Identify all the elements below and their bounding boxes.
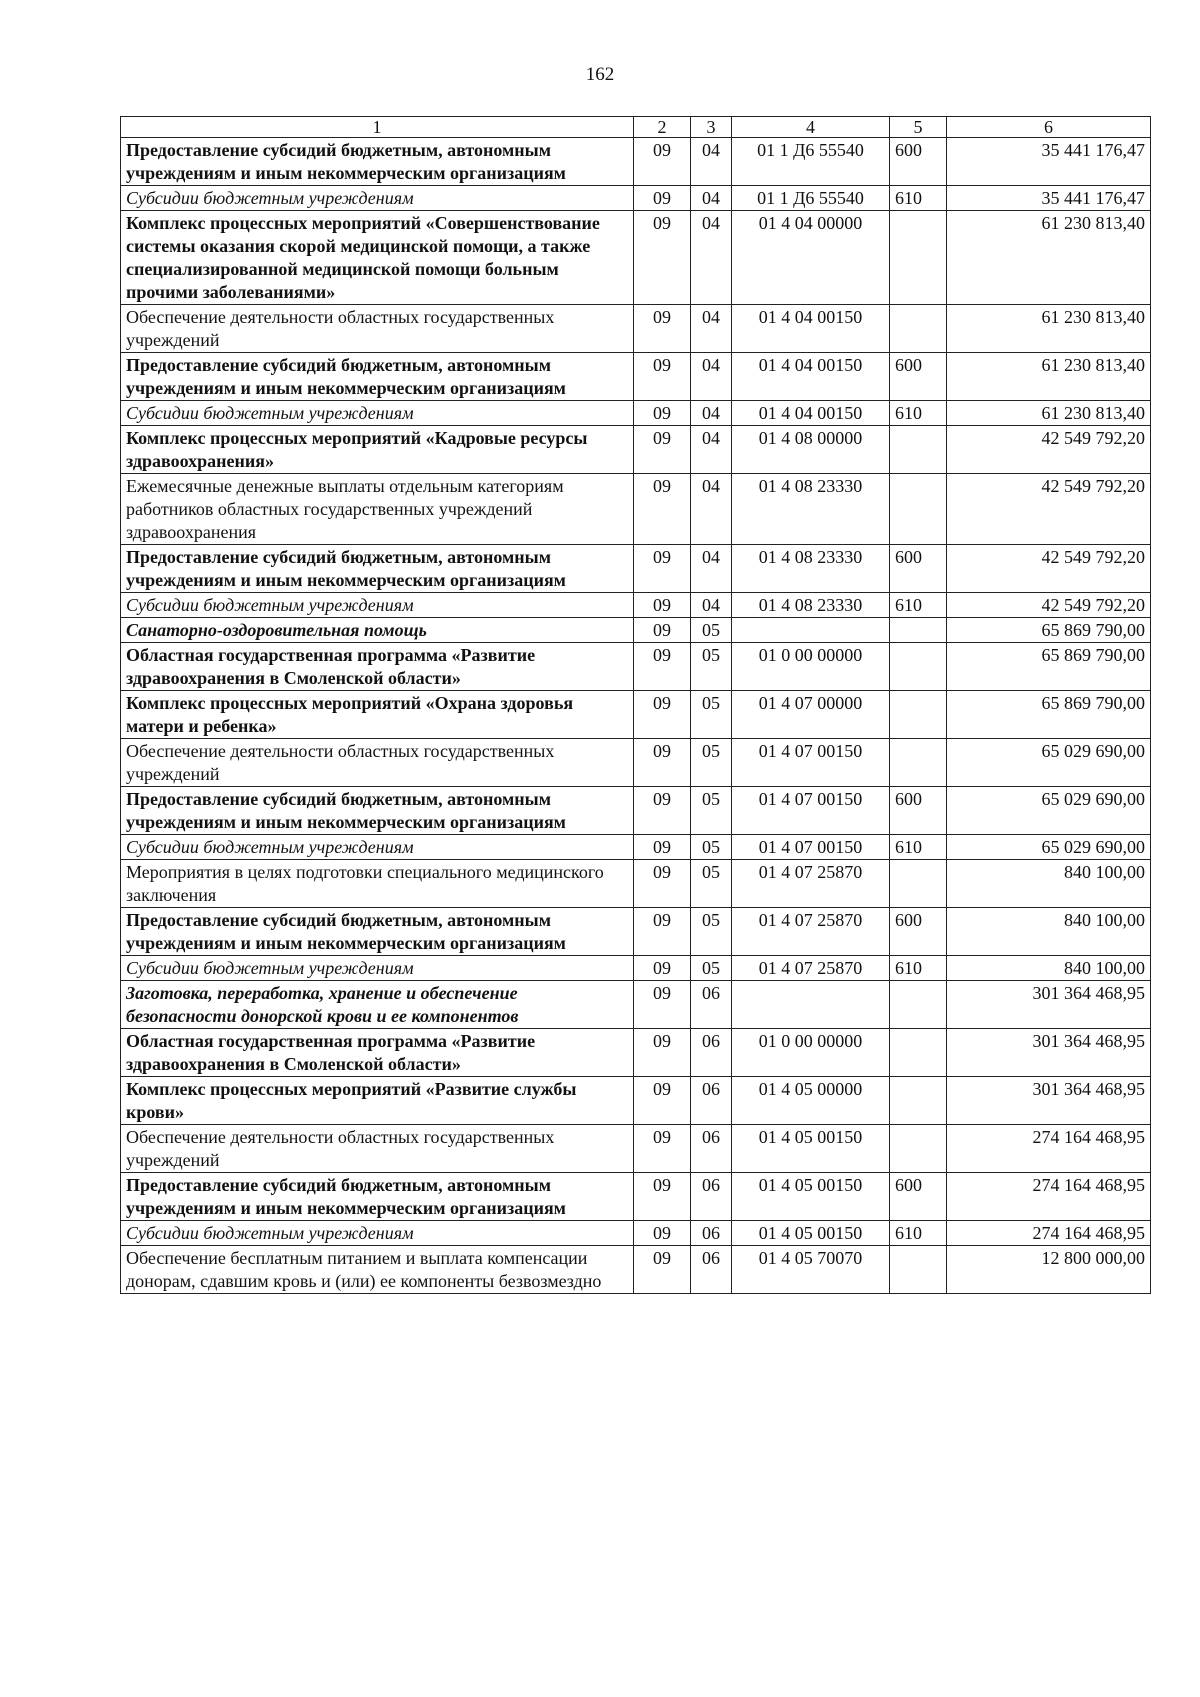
row-amount: 301 364 468,95	[947, 981, 1151, 1029]
row-name: Обеспечение деятельности областных государственных учреждений	[121, 1125, 634, 1173]
table-row	[121, 787, 1151, 835]
row-section-code: 09	[634, 860, 691, 908]
row-expense-type	[890, 739, 947, 787]
row-subsection-code: 06	[691, 1173, 732, 1221]
row-amount: 301 364 468,95	[947, 1077, 1151, 1125]
row-name: Субсидии бюджетным учреждениям	[121, 956, 634, 981]
table-row	[121, 186, 1151, 211]
row-name: Предоставление субсидий бюджетным, автономным учреждениям и иным некоммерческим организациям	[121, 1173, 634, 1221]
row-expense-type	[890, 1077, 947, 1125]
row-subsection-code: 06	[691, 1246, 732, 1294]
table-row	[121, 691, 1151, 739]
row-section-code: 09	[634, 1029, 691, 1077]
row-expense-type: 610	[890, 593, 947, 618]
header-cell-4: 4	[732, 117, 890, 138]
row-section-code: 09	[634, 211, 691, 305]
table-row	[121, 545, 1151, 593]
row-target-article: 01 4 08 23330	[732, 593, 890, 618]
row-target-article: 01 4 07 00000	[732, 691, 890, 739]
row-subsection-code: 06	[691, 1221, 732, 1246]
row-amount: 65 029 690,00	[947, 787, 1151, 835]
row-subsection-code: 06	[691, 1029, 732, 1077]
row-section-code: 09	[634, 643, 691, 691]
row-target-article: 01 4 07 25870	[732, 956, 890, 981]
row-amount: 35 441 176,47	[947, 138, 1151, 186]
table-row	[121, 401, 1151, 426]
row-expense-type: 610	[890, 186, 947, 211]
row-section-code: 09	[634, 1221, 691, 1246]
table-row	[121, 593, 1151, 618]
row-target-article: 01 4 08 00000	[732, 426, 890, 474]
row-name: Комплекс процессных мероприятий «Охрана здоровья матери и ребенка»	[121, 691, 634, 739]
row-amount: 274 164 468,95	[947, 1221, 1151, 1246]
row-subsection-code: 05	[691, 908, 732, 956]
row-target-article: 01 4 07 00150	[732, 739, 890, 787]
row-target-article: 01 0 00 00000	[732, 1029, 890, 1077]
row-subsection-code: 04	[691, 138, 732, 186]
row-expense-type: 600	[890, 138, 947, 186]
row-amount: 65 869 790,00	[947, 691, 1151, 739]
row-name: Предоставление субсидий бюджетным, автономным учреждениям и иным некоммерческим организациям	[121, 787, 634, 835]
row-amount: 65 869 790,00	[947, 618, 1151, 643]
table-row	[121, 956, 1151, 981]
row-target-article: 01 4 08 23330	[732, 474, 890, 545]
row-target-article: 01 4 07 25870	[732, 908, 890, 956]
row-expense-type: 600	[890, 908, 947, 956]
row-name: Мероприятия в целях подготовки специального медицинского заключения	[121, 860, 634, 908]
row-amount: 35 441 176,47	[947, 186, 1151, 211]
row-expense-type: 610	[890, 956, 947, 981]
row-section-code: 09	[634, 835, 691, 860]
table-row	[121, 1029, 1151, 1077]
table-row	[121, 1246, 1151, 1294]
row-expense-type	[890, 1246, 947, 1294]
row-subsection-code: 05	[691, 618, 732, 643]
table-row	[121, 860, 1151, 908]
row-expense-type	[890, 474, 947, 545]
row-expense-type: 610	[890, 401, 947, 426]
header-cell-3: 3	[691, 117, 732, 138]
row-expense-type	[890, 643, 947, 691]
row-subsection-code: 04	[691, 474, 732, 545]
row-name: Областная государственная программа «Развитие здравоохранения в Смоленской области»	[121, 1029, 634, 1077]
row-section-code: 09	[634, 186, 691, 211]
row-section-code: 09	[634, 1173, 691, 1221]
row-subsection-code: 06	[691, 981, 732, 1029]
header-row	[121, 117, 1151, 138]
row-name: Санаторно-оздоровительная помощь	[121, 618, 634, 643]
table-row	[121, 1077, 1151, 1125]
table-row	[121, 353, 1151, 401]
header-cell-1: 1	[121, 117, 634, 138]
row-section-code: 09	[634, 545, 691, 593]
row-target-article: 01 4 04 00150	[732, 353, 890, 401]
table-row	[121, 835, 1151, 860]
row-section-code: 09	[634, 618, 691, 643]
table-row	[121, 1221, 1151, 1246]
table-row	[121, 1125, 1151, 1173]
row-section-code: 09	[634, 787, 691, 835]
row-section-code: 09	[634, 1125, 691, 1173]
row-amount: 42 549 792,20	[947, 593, 1151, 618]
row-section-code: 09	[634, 691, 691, 739]
row-section-code: 09	[634, 474, 691, 545]
row-target-article: 01 4 04 00000	[732, 211, 890, 305]
row-expense-type	[890, 1125, 947, 1173]
row-amount: 65 869 790,00	[947, 643, 1151, 691]
row-amount: 274 164 468,95	[947, 1173, 1151, 1221]
row-name: Субсидии бюджетным учреждениям	[121, 835, 634, 860]
row-subsection-code: 05	[691, 860, 732, 908]
row-subsection-code: 05	[691, 643, 732, 691]
row-subsection-code: 04	[691, 305, 732, 353]
row-amount: 65 029 690,00	[947, 835, 1151, 860]
row-amount: 42 549 792,20	[947, 426, 1151, 474]
row-expense-type: 600	[890, 1173, 947, 1221]
row-expense-type: 600	[890, 353, 947, 401]
table-row	[121, 305, 1151, 353]
row-target-article: 01 4 05 00150	[732, 1221, 890, 1246]
row-name: Предоставление субсидий бюджетным, автономным учреждениям и иным некоммерческим организациям	[121, 138, 634, 186]
row-subsection-code: 04	[691, 426, 732, 474]
row-expense-type: 610	[890, 835, 947, 860]
row-expense-type	[890, 1029, 947, 1077]
table-row	[121, 981, 1151, 1029]
row-target-article: 01 0 00 00000	[732, 643, 890, 691]
row-target-article: 01 4 04 00150	[732, 305, 890, 353]
row-name: Субсидии бюджетным учреждениям	[121, 186, 634, 211]
row-section-code: 09	[634, 739, 691, 787]
row-subsection-code: 05	[691, 691, 732, 739]
table-body	[121, 138, 1151, 1294]
row-amount: 42 549 792,20	[947, 545, 1151, 593]
row-section-code: 09	[634, 908, 691, 956]
row-section-code: 09	[634, 305, 691, 353]
row-target-article: 01 4 08 23330	[732, 545, 890, 593]
row-name: Комплекс процессных мероприятий «Совершенствование системы оказания скорой медицинской помощи, а также специализированной медицинской помощи больным прочими заболеваниями»	[121, 211, 634, 305]
row-section-code: 09	[634, 593, 691, 618]
row-amount: 274 164 468,95	[947, 1125, 1151, 1173]
row-name: Обеспечение бесплатным питанием и выплата компенсации донорам, сдавшим кровь и (или) ее компоненты безвозмездно	[121, 1246, 634, 1294]
row-expense-type	[890, 981, 947, 1029]
row-amount: 61 230 813,40	[947, 211, 1151, 305]
row-name: Областная государственная программа «Развитие здравоохранения в Смоленской области»	[121, 643, 634, 691]
row-amount: 65 029 690,00	[947, 739, 1151, 787]
table-row	[121, 739, 1151, 787]
header-cell-2: 2	[634, 117, 691, 138]
page-number: 162	[585, 64, 615, 85]
row-expense-type	[890, 691, 947, 739]
row-subsection-code: 04	[691, 211, 732, 305]
row-section-code: 09	[634, 426, 691, 474]
table-row	[121, 211, 1151, 305]
row-target-article: 01 4 04 00150	[732, 401, 890, 426]
table-row	[121, 643, 1151, 691]
row-subsection-code: 05	[691, 739, 732, 787]
row-amount: 840 100,00	[947, 908, 1151, 956]
table-row	[121, 426, 1151, 474]
row-subsection-code: 06	[691, 1077, 732, 1125]
row-target-article: 01 1 Д6 55540	[732, 186, 890, 211]
row-subsection-code: 04	[691, 401, 732, 426]
row-target-article: 01 1 Д6 55540	[732, 138, 890, 186]
row-subsection-code: 04	[691, 353, 732, 401]
row-name: Комплекс процессных мероприятий «Кадровые ресурсы здравоохранения»	[121, 426, 634, 474]
row-subsection-code: 06	[691, 1125, 732, 1173]
row-name: Предоставление субсидий бюджетным, автономным учреждениям и иным некоммерческим организациям	[121, 908, 634, 956]
row-name: Субсидии бюджетным учреждениям	[121, 401, 634, 426]
row-subsection-code: 05	[691, 835, 732, 860]
row-name: Комплекс процессных мероприятий «Развитие службы крови»	[121, 1077, 634, 1125]
row-section-code: 09	[634, 1077, 691, 1125]
row-name: Предоставление субсидий бюджетным, автономным учреждениям и иным некоммерческим организациям	[121, 353, 634, 401]
row-section-code: 09	[634, 1246, 691, 1294]
row-subsection-code: 05	[691, 787, 732, 835]
row-amount: 61 230 813,40	[947, 305, 1151, 353]
row-name: Обеспечение деятельности областных государственных учреждений	[121, 305, 634, 353]
row-expense-type	[890, 860, 947, 908]
row-subsection-code: 04	[691, 545, 732, 593]
row-name: Заготовка, переработка, хранение и обеспечение безопасности донорской крови и ее компонентов	[121, 981, 634, 1029]
row-target-article: 01 4 05 00000	[732, 1077, 890, 1125]
row-name: Обеспечение деятельности областных государственных учреждений	[121, 739, 634, 787]
header-cell-6: 6	[947, 117, 1151, 138]
row-expense-type: 610	[890, 1221, 947, 1246]
row-section-code: 09	[634, 956, 691, 981]
row-target-article	[732, 981, 890, 1029]
row-name: Ежемесячные денежные выплаты отдельным категориям работников областных государственных учреждений здравоохранения	[121, 474, 634, 545]
row-expense-type	[890, 211, 947, 305]
row-name: Субсидии бюджетным учреждениям	[121, 593, 634, 618]
row-expense-type	[890, 426, 947, 474]
row-target-article: 01 4 05 00150	[732, 1125, 890, 1173]
row-target-article: 01 4 07 00150	[732, 787, 890, 835]
row-amount: 61 230 813,40	[947, 353, 1151, 401]
row-expense-type	[890, 618, 947, 643]
row-target-article: 01 4 05 00150	[732, 1173, 890, 1221]
row-target-article: 01 4 07 00150	[732, 835, 890, 860]
row-amount: 12 800 000,00	[947, 1246, 1151, 1294]
row-section-code: 09	[634, 401, 691, 426]
table-row	[121, 474, 1151, 545]
table-row	[121, 1173, 1151, 1221]
row-expense-type: 600	[890, 787, 947, 835]
row-expense-type	[890, 305, 947, 353]
row-target-article: 01 4 07 25870	[732, 860, 890, 908]
budget-table	[120, 116, 1151, 1294]
row-name: Предоставление субсидий бюджетным, автономным учреждениям и иным некоммерческим организациям	[121, 545, 634, 593]
table-row	[121, 908, 1151, 956]
row-target-article	[732, 618, 890, 643]
row-target-article: 01 4 05 70070	[732, 1246, 890, 1294]
row-section-code: 09	[634, 981, 691, 1029]
row-subsection-code: 05	[691, 956, 732, 981]
row-subsection-code: 04	[691, 593, 732, 618]
table-row	[121, 618, 1151, 643]
row-section-code: 09	[634, 353, 691, 401]
row-subsection-code: 04	[691, 186, 732, 211]
header-cell-5: 5	[890, 117, 947, 138]
row-amount: 61 230 813,40	[947, 401, 1151, 426]
row-amount: 840 100,00	[947, 956, 1151, 981]
table-row	[121, 138, 1151, 186]
row-section-code: 09	[634, 138, 691, 186]
row-name: Субсидии бюджетным учреждениям	[121, 1221, 634, 1246]
row-amount: 42 549 792,20	[947, 474, 1151, 545]
row-amount: 301 364 468,95	[947, 1029, 1151, 1077]
row-expense-type: 600	[890, 545, 947, 593]
row-amount: 840 100,00	[947, 860, 1151, 908]
